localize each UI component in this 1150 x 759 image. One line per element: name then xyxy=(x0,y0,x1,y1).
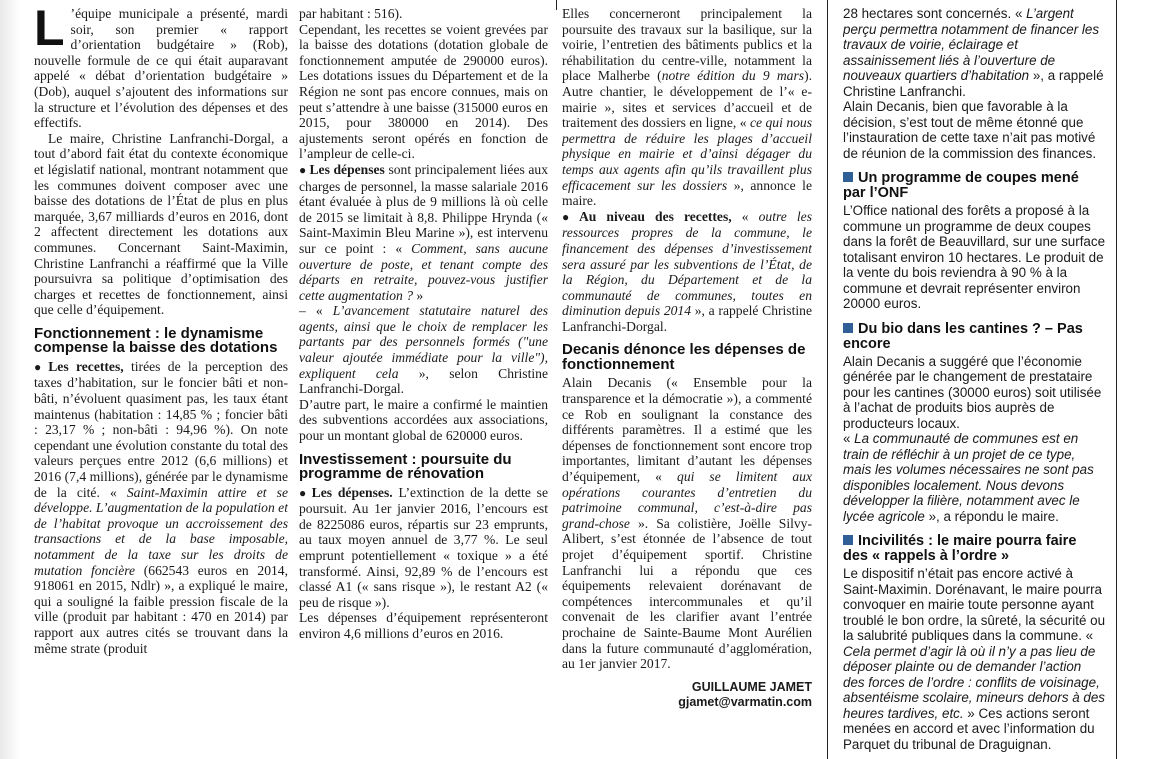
box-heading-bio: Du bio dans les cantines ? – Pas encore xyxy=(843,320,1083,352)
paragraph: D’autre part, le maire a confirmé le maintien des subventions accordées aux associations, pour un montant global de 620000 euros. xyxy=(299,396,548,444)
author-email: gjamet@varmatin.com xyxy=(678,694,812,709)
paragraph: Les dépenses d’équipement représenteront environ 4,6 millions d’euros en 2016. xyxy=(299,610,548,641)
paragraph-depenses-invest: ● Les dépenses. L’extinction de la dette se poursuit. Au 1er janvier 2016, l’encours est de 8225086 euros, répartis sur 23 emprunts, au taux moyen annuel de 3,77 %. Le seul emprunt potentiellement « toxique » a été transformé. Ainsi, 92,89 % de l’encours est classé A1 (« sans risque »), le restant A2 (« peu de risque »). xyxy=(299,484,548,610)
paragraph: par habitant : 516). xyxy=(299,6,403,21)
paragraph: Cependant, les recettes se voient grevées par la baisse des dotations (dotation globale de fonctionnement amputée de 290000 euros). Les dotations issues du Département et de la Région ne sont pas encore connues, mais on peut s’attendre à une baisse (315000 euros en 2015, pour 380000 en 2014). Des ajustements seront opérés en fonction de l’ampleur de celle-ci. xyxy=(299,21,548,162)
paragraph: Le dispositif n’était pas encore activé à Saint-Maximin. Dorénavant, le maire pourra convoquer en mairie toute personne ayant troublé le bon ordre, la sûreté, la sécurité ou la salubrité publiques dans la commune. « Cela permet d’agir là où il n’y a pas lieu de déposer plainte ou de demander l’action des forces de l’ordre : conflits de voisinage, absentéisme scolaire, mineurs dehors à des heures tardives, etc. » Ces actions seront menées en accord et avec l’information du Parquet du tribunal de Draguignan. xyxy=(843,566,1105,752)
paragraph: Le maire, Christine Lanfranchi-Dorgal, a tout d’abord fait état du contexte économique et législatif national, montrant notamment que les communes doivent composer avec une baisse des dotations de l’État de plus en plus marquée, 3,67 milliards d’euros en 2016, dont 2 affectent directement les dotations aux communes. Concernant Saint-Maximin, Christine Lanfranchi a réaffirmé que la Ville poursuivra sa politique d’optimisation des charges et recettes de fonctionnement, ainsi que celle d’équipement. xyxy=(34,130,288,318)
bullet-icon: ● xyxy=(34,359,46,374)
column-rule xyxy=(1116,0,1117,759)
subheading-investissement: Investissement : poursuite du programme de rénovation xyxy=(299,450,512,483)
paragraph: 28 hectares sont concernés. « L’argent perçu permettra notamment de financer les travaux de voirie, éclairage et assainissement liés à l’ouverture de nouveaux quartiers d’habitation », a rappelé Christine Lanfranchi. xyxy=(843,6,1104,99)
article-column-3 xyxy=(562,6,812,754)
author-signature: GUILLAUME JAMET xyxy=(691,679,812,694)
drop-cap: L xyxy=(34,6,65,56)
box-heading-incivilites: Incivilités : le maire pourra faire des « rappels à l’ordre » xyxy=(843,533,1077,564)
paragraph: L’Office national des forêts a proposé à la commune un programme de deux coupes dans la forêt de Beauvillard, sur une surface totalisant environ 10 hectares. Le produit de la vente du bois reviendra à 90 % à la commune et devrait représenter environ 20000 euros. xyxy=(843,203,1105,311)
column-rule xyxy=(827,0,828,759)
column-rule xyxy=(556,0,557,10)
square-bullet-icon xyxy=(843,535,853,545)
article-column-1 xyxy=(34,6,288,754)
paragraph: Elles concerneront principalement la poursuite des travaux sur la basilique, sur la voirie, l’entretien des bâtiments publics et la réhabilitation du centre-ville, notamment la place Malherbe (notre édition du 9 mars). Autre chantier, le développement de l’« e-mairie », sites et services d’accueil et de traitement des dossiers en ligne, « ce qui nous permettra de réduire les plages d’accueil physique en mairie et d’ainsi dégager du temps aux agents afin qu’ils travaillent plus efficacement sur les dossiers », annonce le maire. xyxy=(562,6,812,209)
paragraph: Alain Decanis, bien que favorable à la décision, s’est tout de même étonné que l’instauration de cette taxe n’ait pas motivé de réunion de la commission des finances. xyxy=(843,99,1097,161)
paragraph-depenses: ● Les dépenses sont principalement liées aux charges de personnel, la masse salariale 2016 étant évaluée à plus de 9 millions là où celle de 2015 se limitait à 8,8. Philippe Hrynda (« Saint-Maximin Bleu Marine »), est intervenu sur ce point : « Comment, sans aucune ouverture de poste, et tenant compte des départs en retraite, pouvez-vous justifier cette augmentation ? » xyxy=(299,161,548,303)
page-edge-shadow xyxy=(0,0,20,759)
bullet-icon: ● xyxy=(562,209,576,224)
paragraph: Alain Decanis a suggéré que l’économie générée par le changement de prestataire pour les cantines (30000 euros) soit utilisée à l’achat de produits bios auprès de producteurs locaux. xyxy=(843,353,1102,431)
sidebar-column xyxy=(843,6,1105,754)
square-bullet-icon xyxy=(843,323,853,333)
bullet-icon: ● xyxy=(299,162,307,177)
bullet-icon: ● xyxy=(299,485,309,500)
paragraph-recettes: ● Les recettes, tirées de la perception des taxes d’habitation, sur le foncier bâti et non-bâti, n’évoluent quasiment pas, les taux étant maintenus (habitation : 14,85 % ; foncier bâti : 23,17 % ; non-bâti : 94,96 %). On note cependant une évolution constante du total des valeurs perçues entre 2012 (6,6 millions) et 2016 (7,4 millions), générée par le dynamisme de la cité. « Saint-Maximin attire et se développe. L’augmentation de la population et de l’habitat provoque un accroissement des transactions et de la base imposable, notamment de la taxe sur les droits de mutation foncière (662543 euros en 2014, 918061 en 2015, Ndlr) », a expliqué le maire, qui a souligné la faible pression fiscale de la ville (produit par habitant : 470 en 2014) par rapport aux autres cités se trouvant dans la même strate (produit xyxy=(34,358,288,656)
paragraph: Alain Decanis (« Ensemble pour la transparence et la démocratie »), a commenté ce Rob en soulignant la constance des différents paramètres. Il a estimé que les dépenses de fonctionnement sont encore trop importantes, limitant d’autant les dépenses d’équipement, « qui se limitent aux opérations courantes d’entretien du patrimoine communal, c’est-à-dire pas grand-chose ». Sa colistière, Joëlle Silvy-Alibert, s’est étonnée de l’absence de tout projet d’équipement sportif. Christine Lanfranchi lui a répondu que ces équipements relevaient dorénavant de compétences intercommunales et qu’il convenait de les clarifier avant l’entrée prochaine de Sainte-Baume Mont Aurélien dans la future communauté d’agglomération, au 1er janvier 2017. xyxy=(562,375,812,672)
subheading-fonctionnement: Fonctionnement : le dynamisme compense la baisse des dotations xyxy=(34,324,278,357)
article-column-2 xyxy=(299,6,548,754)
intro-paragraph: L ’équipe municipale a présenté, mardi soir, son premier « rapport d’orientation budgétaire » (Rob), nouvelle formule de ce qui était auparavant appelé « débat d’orientation budgétaire » (Dob), auquel s’ajoutent des informations sur la structure et l’évolution des dépenses et des effectifs. xyxy=(34,6,288,131)
paragraph-recettes-invest: ● Au niveau des recettes, « outre les ressources propres de la commune, le financement des dépenses d’investissement sera assuré par les subventions de l’État, de la Région, du Département et de la communauté de communes, toutes en diminution depuis 2014 », a rappelé Christine Lanfranchi-Dorgal. xyxy=(562,208,812,334)
paragraph-quote: « La communauté de communes est en train de réfléchir à un projet de ce type, mais les volumes nécessaires ne sont pas disponibles localement. Nous devons développer la filière, notamment avec le lycée agricole », a répondu le maire. xyxy=(843,431,1094,524)
subheading-decanis: Decanis dénonce les dépenses de fonctionnement xyxy=(562,341,806,373)
paragraph-quote: – « L’avancement statutaire naturel des agents, ainsi que le choix de remplacer les partants par des personnels formés ("une valeur ajoutée immédiate pour la ville"), expliquent cela », selon Christine Lanfranchi-Dorgal. xyxy=(299,303,548,397)
box-heading-onf: Un programme de coupes mené par l’ONF xyxy=(843,170,1079,201)
square-bullet-icon xyxy=(843,172,853,182)
